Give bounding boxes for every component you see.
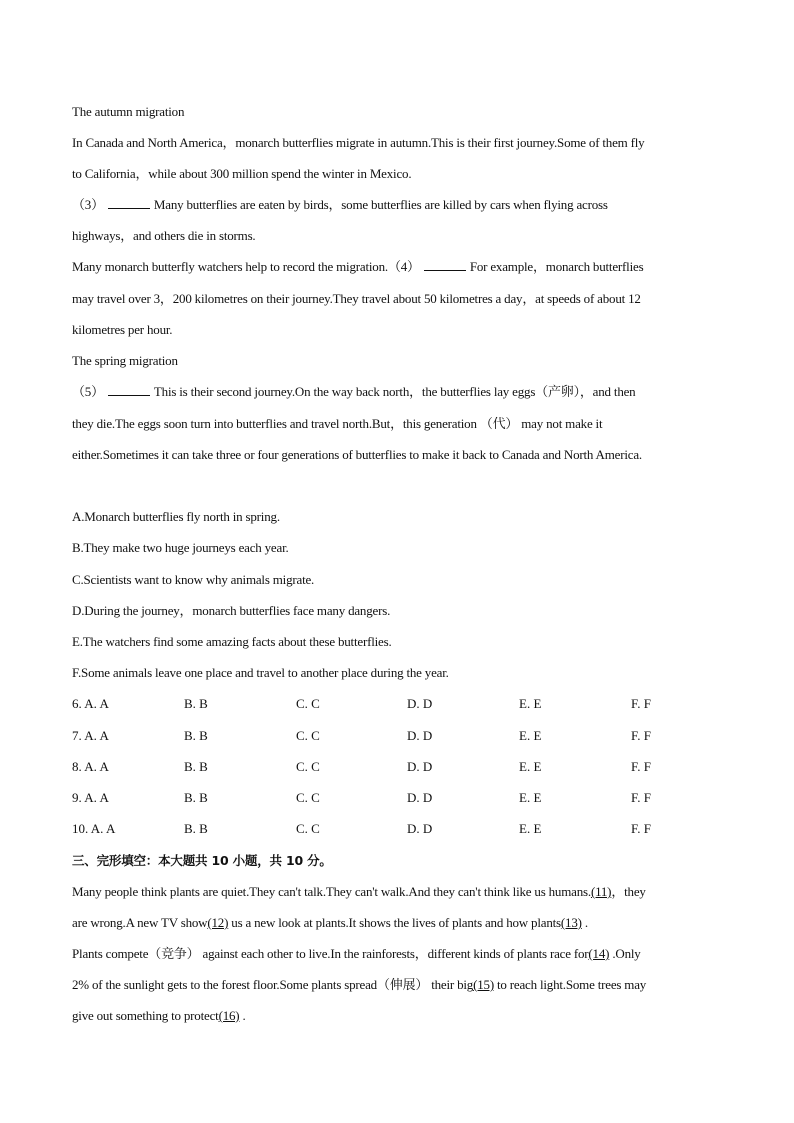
answer-choice[interactable]: C. C	[296, 821, 320, 836]
question-number: （5）	[72, 384, 104, 399]
answer-row-7	[72, 728, 732, 744]
option-c: C.Scientists want to know why animals migrate.	[72, 572, 315, 587]
cloze-line	[72, 977, 732, 993]
answer-choice[interactable]: F. F	[631, 821, 651, 836]
cloze-text: Many people think plants are quiet.They can't talk.They can't walk.And they can't think like us humans.	[72, 884, 591, 899]
paragraph-line: may travel over 3，200 kilometres on their journey.They travel about 50 kilometres a day，at speeds of about 12	[72, 291, 641, 306]
option-e: E.The watchers find some amazing facts about these butterflies.	[72, 634, 392, 649]
answer-choice[interactable]: F. F	[631, 759, 651, 774]
cloze-text: are wrong.A new TV show	[72, 915, 208, 930]
answer-choice[interactable]: D. D	[407, 821, 433, 836]
answer-choice[interactable]: 8. A. A	[72, 759, 109, 774]
section-title-autumn: The autumn migration	[72, 104, 185, 119]
cloze-blank-11[interactable]: (11)	[590, 884, 612, 899]
cloze-blank-13[interactable]: (13)	[560, 915, 582, 930]
paragraph-line: either.Sometimes it can take three or four generations of butterflies to make it back to Canada and North America.	[72, 447, 642, 462]
answer-choice[interactable]: D. D	[407, 728, 433, 743]
answer-choice[interactable]: E. E	[519, 728, 542, 743]
cloze-text: 2% of the sunlight gets to the forest floor.Some plants spread（伸展） their big	[72, 977, 474, 992]
section-title-spring: The spring migration	[72, 353, 178, 368]
question-number: （3）	[72, 197, 104, 212]
option-d: D.During the journey，monarch butterflies face many dangers.	[72, 603, 391, 618]
cloze-text: to reach light.Some trees may	[493, 977, 647, 992]
answer-choice[interactable]: D. D	[407, 790, 433, 805]
paragraph-text: For example，monarch butterflies	[469, 259, 644, 274]
answer-choice[interactable]: D. D	[407, 696, 433, 711]
answer-choice[interactable]: B. B	[184, 821, 208, 836]
option-a: A.Monarch butterflies fly north in spring.	[72, 509, 280, 524]
answer-choice[interactable]: E. E	[519, 821, 542, 836]
answer-choice[interactable]: C. C	[296, 790, 320, 805]
answer-choice[interactable]: 6. A. A	[72, 696, 109, 711]
answer-choice[interactable]: 7. A. A	[72, 728, 109, 743]
cloze-blank-16[interactable]: (16)	[218, 1008, 240, 1023]
cloze-blank-12[interactable]: (12)	[207, 915, 229, 930]
answer-choice[interactable]: 9. A. A	[72, 790, 109, 805]
paragraph-line: to California，while about 300 million spend the winter in Mexico.	[72, 166, 412, 181]
question-5-line	[72, 384, 732, 400]
answer-choice[interactable]: C. C	[296, 759, 320, 774]
answer-choice[interactable]: F. F	[631, 696, 651, 711]
cloze-text: .	[239, 1008, 246, 1023]
option-b: B.They make two huge journeys each year.	[72, 540, 289, 555]
cloze-line	[72, 946, 732, 962]
cloze-blank-15[interactable]: (15)	[473, 977, 494, 992]
answer-blank[interactable]	[108, 384, 150, 396]
cloze-text: give out something to protect	[72, 1008, 219, 1023]
answer-choice[interactable]: C. C	[296, 696, 320, 711]
answer-blank[interactable]	[108, 197, 150, 209]
answer-choice[interactable]: F. F	[631, 790, 651, 805]
paragraph-text: Many monarch butterfly watchers help to record the migration.（4）	[72, 259, 420, 274]
cloze-blank-14[interactable]: (14)	[588, 946, 610, 961]
answer-choice[interactable]: B. B	[184, 759, 208, 774]
answer-blank[interactable]	[424, 259, 466, 271]
answer-choice[interactable]: B. B	[184, 696, 208, 711]
answer-choice[interactable]: B. B	[184, 790, 208, 805]
answer-choice[interactable]: 10. A. A	[72, 821, 116, 836]
question-text: Many butterflies are eaten by birds，some butterflies are killed by cars when flying across	[153, 197, 608, 212]
cloze-text: .Only	[609, 946, 641, 961]
question-text: This is their second journey.On the way back north，the butterflies lay eggs（产卵），and then	[153, 384, 636, 399]
question-3-line	[72, 197, 732, 213]
option-f: F.Some animals leave one place and travel to another place during the year.	[72, 665, 449, 680]
answer-choice[interactable]: D. D	[407, 759, 433, 774]
answer-choice[interactable]: B. B	[184, 728, 208, 743]
answer-row-10	[72, 821, 732, 837]
answer-choice[interactable]: E. E	[519, 696, 542, 711]
paragraph-line: In Canada and North America，monarch butterflies migrate in autumn.This is their first journey.Some of them fly	[72, 135, 645, 150]
section-heading: 三、完形填空：本大题共 10 小题，共 10 分。	[72, 853, 332, 868]
paragraph-line: they die.The eggs soon turn into butterflies and travel north.But，this generation （代） may not make it	[72, 416, 603, 431]
answer-choice[interactable]: E. E	[519, 790, 542, 805]
answer-row-9	[72, 790, 732, 806]
cloze-line	[72, 1008, 732, 1024]
cloze-line	[72, 915, 732, 931]
question-4-line	[72, 259, 732, 275]
answer-row-8	[72, 759, 732, 775]
paragraph-line: highways，and others die in storms.	[72, 228, 256, 243]
cloze-text: Plants compete（竞争） against each other to live.In the rainforests，different kinds of plants race for	[72, 946, 589, 961]
cloze-line	[72, 884, 732, 900]
answer-choice[interactable]: E. E	[519, 759, 542, 774]
paragraph-line: kilometres per hour.	[72, 322, 173, 337]
cloze-text: us a new look at plants.It shows the lives of plants and how plants	[228, 915, 561, 930]
answer-choice[interactable]: F. F	[631, 728, 651, 743]
answer-choice[interactable]: C. C	[296, 728, 320, 743]
answer-row-6	[72, 696, 732, 712]
cloze-text: .	[581, 915, 588, 930]
cloze-text: ，they	[611, 884, 646, 899]
